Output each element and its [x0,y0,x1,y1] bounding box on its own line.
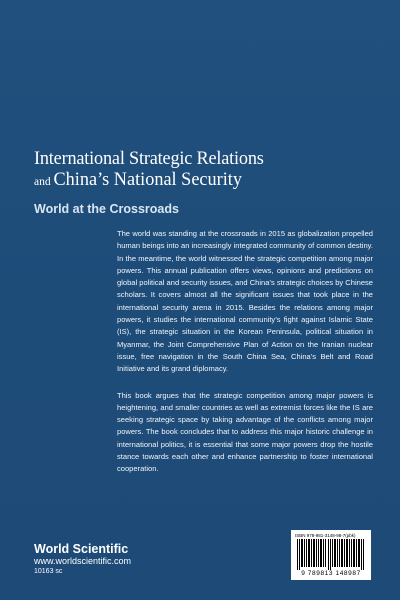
publisher-url: www.worldscientific.com [34,556,132,566]
blurb-paragraph-2: This book argues that the strategic competition among major powers is heightening, and smaller countries as well as extremist forces like the IS are seeking strategic space by taking advantage of the conflicts among major powers. The book concludes that to address this major historic challenge in international politics, it is essential that some major powers drop the hostile stance towards each other and enhance partnership to foster international cooperation. [117,390,373,474]
barcode-digits: 9 789813 148987 [301,570,361,577]
publisher-code: 10163 sc [34,568,63,575]
barcode-bars [297,539,365,570]
blurb-paragraph-1: The world was standing at the crossroads in 2015 as globalization propelled human beings into an increasingly integrated community of common destiny. In the meantime, the world witnessed the strategic competition among major powers. This annual publication offers views, opinions and predictions on global political and security issues, and China’s strategic choices by Chinese scholars. It covers almost all the significant issues that took place in the international security arena in 2015. Besides the relations among major powers, it studies the international community’s fight against Islamic State (IS), the strategic situation in the Korean Peninsula, political situation in Myanmar, the Joint Comprehensive Plan of Action on the Iranian nuclear issue, free navigation in the South China Sea, China’s Belt and Road Initiative and its grand diplomacy. [117,229,373,374]
isbn-label: ISBN 978-981-3148-98-7(pbk) [295,533,356,538]
barcode [291,530,371,580]
blurb [117,228,373,490]
publisher-name: World Scientific [34,542,129,556]
title-block [34,148,374,216]
publisher-block [34,542,131,577]
title-and: and [34,174,51,188]
book-title-line1: International Strategic Relations [34,148,264,169]
book-subtitle: World at the Crossroads [34,202,179,216]
book-title-line2 [34,169,360,192]
title-line2-text: China’s National Security [53,169,242,190]
